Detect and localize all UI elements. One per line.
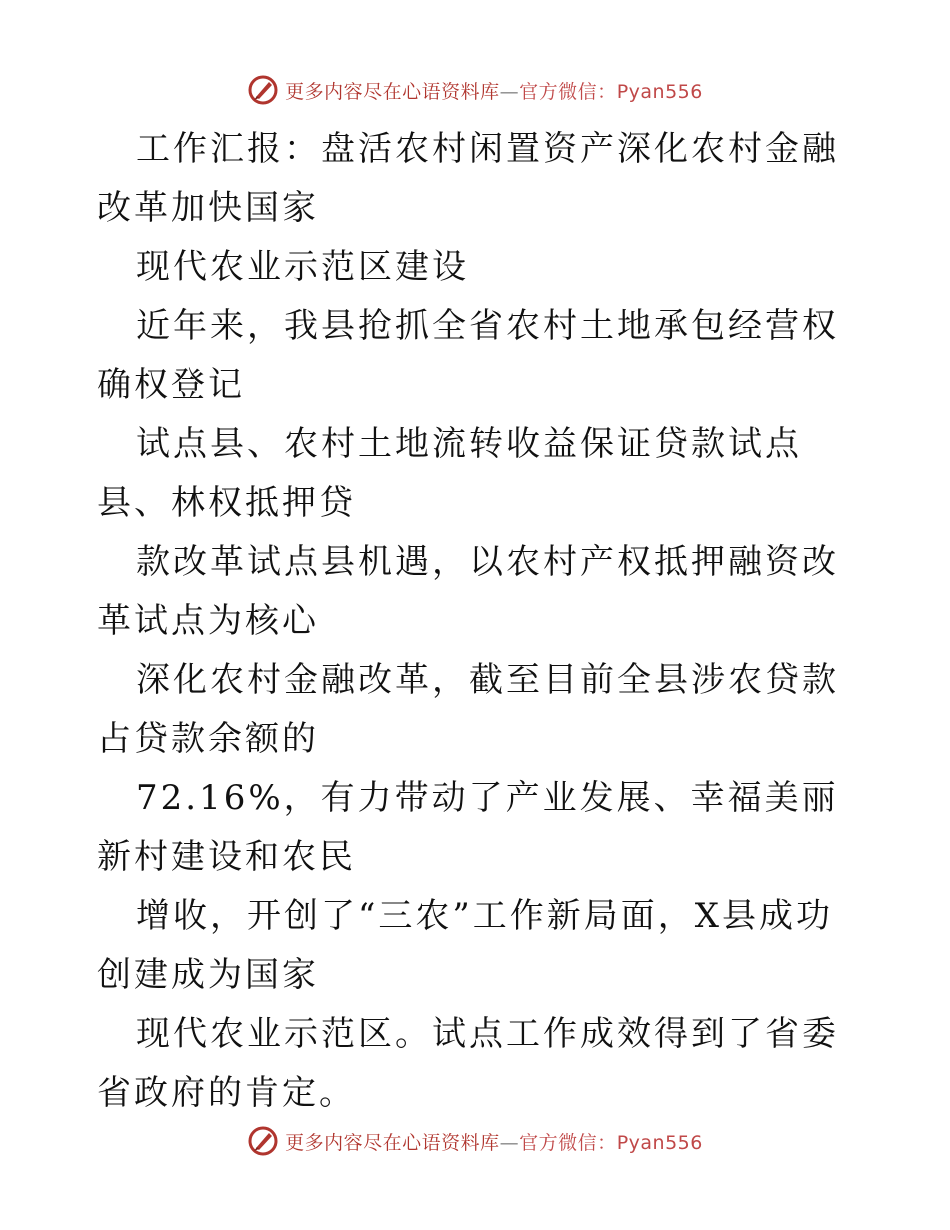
paragraph: 试点县、农村土地流转收益保证贷款试点县、林权抵押贷 [97,424,802,523]
banner-wechat-id: Pyan556 [616,80,703,103]
banner-wechat-id: Pyan556 [616,1131,703,1154]
paragraph: 款改革试点县机遇，以农村产权抵押融资改革试点为核心 [97,542,839,641]
document-body [97,120,857,1123]
paragraph: 72.16%，有力带动了产业发展、幸福美丽新村建设和农民 [97,778,839,877]
banner-site-text: 更多内容尽在心语资料库 [285,80,500,103]
footer-banner [0,1121,950,1161]
quill-pen-logo-icon [247,74,279,106]
quill-pen-logo-icon [247,1125,279,1157]
banner-text [285,77,703,104]
paragraph: 近年来，我县抢抓全省农村土地承包经营权确权登记 [97,306,839,405]
paragraph: 现代农业示范区。试点工作成效得到了省委省政府的肯定。 [97,1014,839,1113]
paragraph: 现代农业示范区建设 [136,247,469,287]
banner-wechat-label: 官方微信： [519,80,617,103]
banner-separator: — [499,1131,520,1154]
banner-wechat-label: 官方微信： [519,1131,617,1154]
paragraph: 深化农村金融改革，截至目前全县涉农贷款占贷款余额的 [97,660,839,759]
paragraph: 增收，开创了“三农”工作新局面，X县成功创建成为国家 [97,896,833,995]
banner-text [285,1128,703,1155]
banner-site-text: 更多内容尽在心语资料库 [285,1131,500,1154]
header-banner [0,70,950,110]
paragraph-title: 工作汇报：盘活农村闲置资产深化农村金融改革加快国家 [97,129,839,228]
banner-separator: — [499,80,520,103]
